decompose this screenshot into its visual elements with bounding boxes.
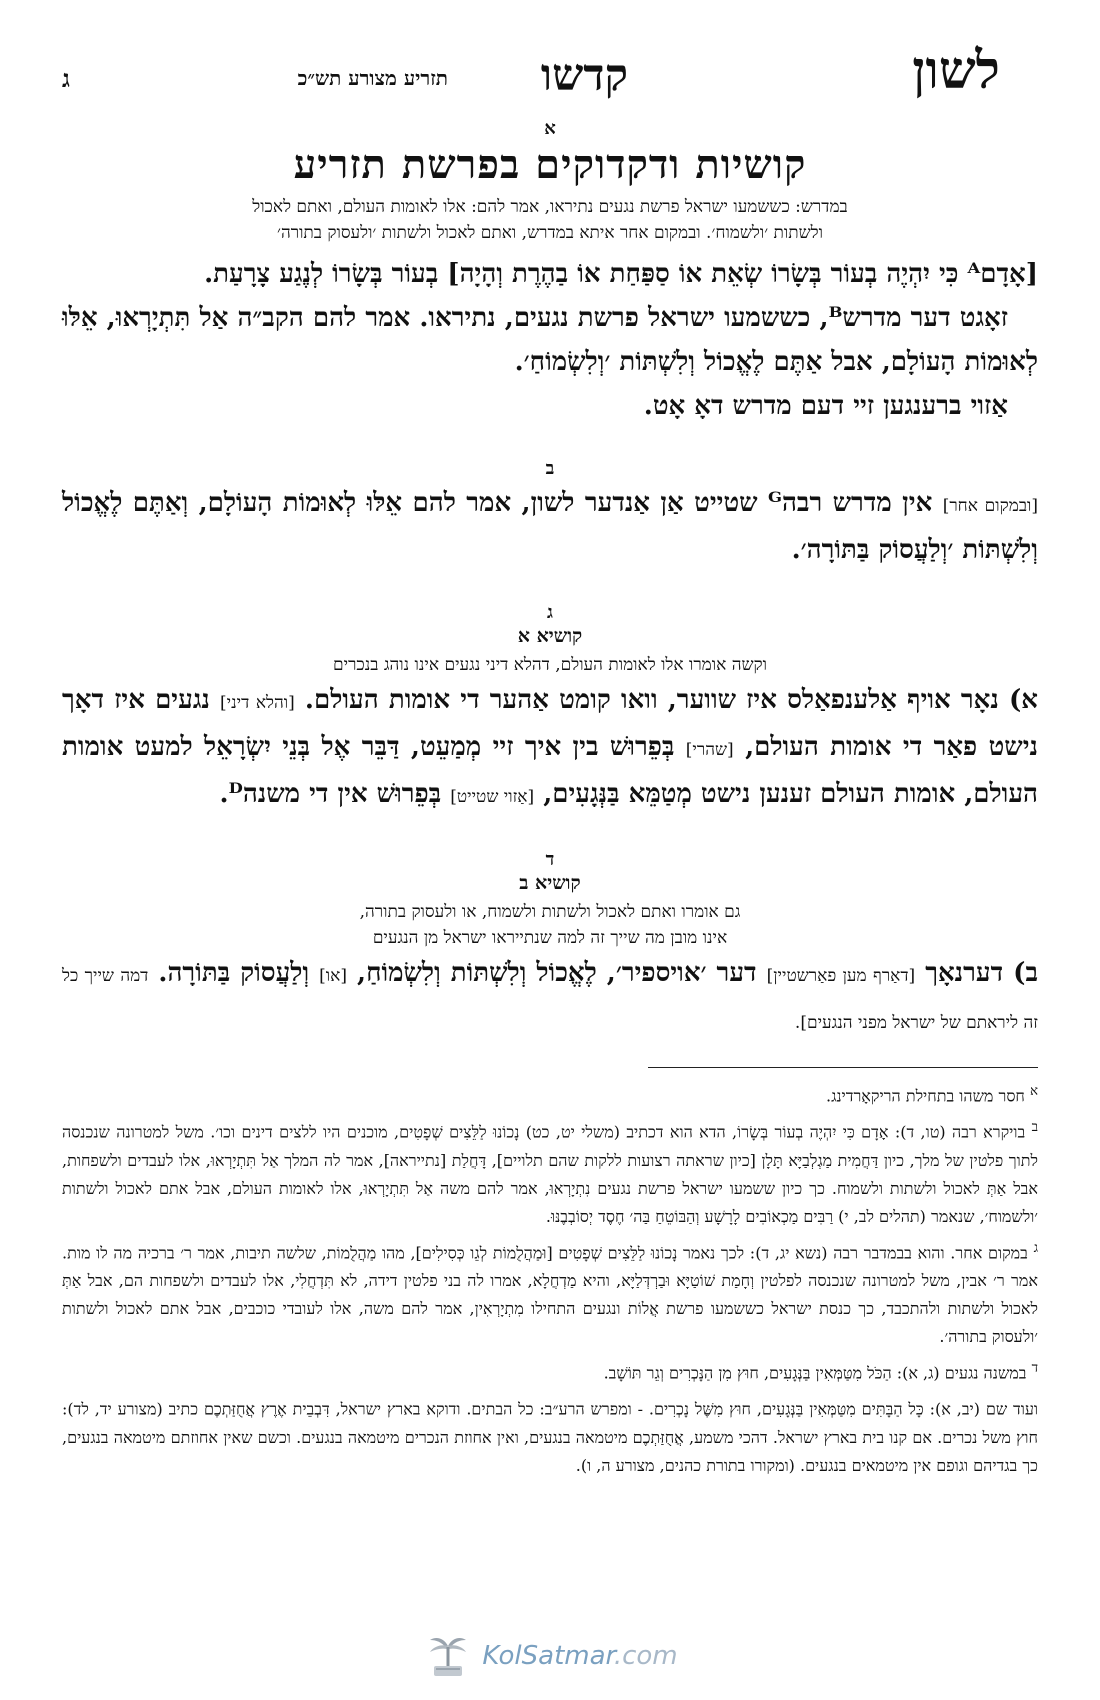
kushya-a-intro: וקשה אומרו אלו לאומות העולם, דהלא דיני נגעים אינו נוהג בנכרים — [333, 655, 767, 675]
kushya-b-intro-2: אינו מובן מה שייך זה למה שנתייראו ישראל מן הנגעים — [372, 928, 728, 948]
kushya-a-title: קושיא א — [517, 625, 583, 647]
kushya-b-tail: דמה שייך כל זה לירא‏תם של ישראל מפני הנגעים]. — [62, 966, 1038, 1033]
bracket-note: [דאַרף מען פאַרשטיין] — [766, 966, 916, 986]
footnote: $^ד$ במשנה נגעים (ג, א): הַכֹּל מִטַּמְּאִין בַּנְּגָעִים, חוּץ מִן הַנָּכְרִים וְגֵר תּוֹשָׁב. — [603, 1360, 1038, 1383]
footnote: $^א$ חסר משהו בתחילת הריקאָרדינג. — [825, 1084, 1038, 1106]
section-letter-d: ד — [545, 849, 555, 870]
intro-line-1: במדרש: כששמעו ישראל פרשת נגעים נתיראו, אמר להם: אלו לאומות העולם, ואתם לאכול — [252, 197, 848, 217]
kushya-a-paragraph — [62, 678, 1038, 819]
bracket-note: [אַזוי שטייט] — [450, 787, 535, 807]
footnote: $^ב$ בויקרא רבה (טו, ד): אָדָם כִּי יִהְיֶה בְעוֹר בְּשָׂרוֹ, הדא הוא דכתיב (משלי יט, כט) נָכוֹנוּ לַלֵּצִים שְׁפָטִים, מוכנים היו ללצים דינים וכו׳. משל למטרונה שנכנסה לתוך פלטין של מלך, כיון דַּחֲמִית מַגְלְבַיָּא תָּלָן [כיון שראתה רצועות ללקות שהם תלויים], דָּחֲלַת [נתייראה], אמר לה המלך אַל תִּתְיָרְאוּ, אלו לעבדים ולשפחות, אבל אַתְּ לאכול ולשתות ולשמוח. כך כיון ששמעו ישראל פרשת נגעים נִתְיָרְאוּ, אמר להם משה אַל תִּתְיָרְאוּ, אלו לאומות העולם, אבל אתם לאכול ולשתות ׳ולשמוח׳, שנאמר (תהלים לב, י) רַבִּים מַכְאוֹבִים לָרָשָׁע וְהַבּוֹטֵחַ בַּה׳ חֶסֶד יְסוֹבְבֶנּוּ. — [62, 1120, 1038, 1226]
footnotes — [62, 1078, 1038, 1480]
kushya-a-text-2: נגעים איז דאָך נישט פאַר די אומות העולם, — [62, 685, 1038, 762]
verse-paragraph: [אָדָםᴬ כִּי יִהְיֶה בְעוֹר בְּשָׂרוֹ שְׂאֵת אוֹ סַפַּחַת אוֹ בַהֶרֶת וְהָיָה] בְעוֹר בְּשָׂרוֹ לְנֶגַע צָרָעַת. — [204, 259, 1038, 289]
kushya-b-text-3: וְלַעֲסוֹק בַּתּוֹרָה. — [158, 958, 310, 988]
section-b-paragraph — [62, 481, 1038, 572]
midrash-paragraph: זאָגט דער מדרשᴮ, כששמעו ישראל פרשת נגעים, נתיראו. אמר להם הקב״ה אַל תִּתְיָרְאוּ, אֵלּוּ לְאוּמוֹת הָעוֹלָם, אבל אַתֶּם לֶאֱכוֹל וְלִשְׁתּוֹת ׳וְלִשְׂמוֹחַ׳. — [62, 303, 1038, 377]
header-parsha: תזריע מצורע תש״כ — [297, 66, 448, 90]
running-header — [62, 40, 1038, 112]
document-page — [62, 40, 1038, 1484]
page-number: ג — [62, 64, 70, 93]
intro-line-2: ולשתות ׳ולשמוח׳. ובמקום אחר איתא במדרש, ואתם לאכול ולשתות ׳ולעסוק בתורה׳ — [277, 223, 823, 243]
page-title: קושיות ודקדוקים בפרשת תזריע — [293, 141, 807, 188]
bracket-note: [שהרי] — [685, 740, 734, 760]
kushya-a-text-1: א) נאָר אויף אַלענפאַלס איז שווער, וואו קומט אַהער די אומות העולם. — [304, 685, 1038, 715]
midrash-paragraph-2: אַזוי ברענגען זיי דעם מדרש דאָ אָט. — [643, 391, 1008, 421]
footnote: ועוד שם (יב, א): כָּל הַבָּתִּים מִטַּמְּאִין בַּנְּגָעִים, חוּץ מִשֶּׁל נָכְרִים. - ומפרש הרע״ב: כל הבתים. ודוקא בארץ ישראל, דִּבְבֵית אֶרֶץ אֲחֻזַּתְכֶם כתיב (מצורע יד, לד): חוץ משל נכרים. אם קנו בית בארץ ישראל. דהכי משמע, אֲחֻזַּתְכֶם מיטמאה בנגעים, ואין אחוזת הנכרים מיטמאה בנגעים. וכשם שאין אחוזתם מיטמאה בנגעים, כך בגדיהם וגופם אין מיטמאים בנגעים. (ומקורו בתורת כהנים, מצורע ה, ו). — [62, 1399, 1038, 1475]
kushya-b-text-2: דער ׳אויספיר׳, לֶאֱכוֹל וְלִשְׁתּוֹת וְלִשְׂמוֹחַ, — [357, 958, 757, 988]
footnote-divider — [648, 1067, 1038, 1068]
kushya-a-text-3: בְּפֵרוּשׁ בין איך זיי מְמַעֵט, דַּבֵּר אֶל בְּנֵי יִשְׂרָאֵל למעט אומות העולם, אומות העולם זענען נישט מְטַמֵּא בַּנְּגָעִים, — [62, 732, 1038, 809]
section-letter-c: ג — [547, 602, 553, 623]
section-letter-b: ב — [545, 458, 555, 479]
kushya-b-intro-1: גם אומרו ואתם לאכול ולשתות ולשמוח, או ולעסוק בתורה, — [359, 902, 741, 922]
header-middle-title: קדשו — [540, 50, 628, 101]
bracket-note: [או] — [319, 966, 347, 986]
section-b-text: אין מדרש רבהᴳ שטייט אַן אַנדער לשון, אמר להם אֵלּוּ לְאוּמוֹת הָעוֹלָם, וְאַתֶּם לֶאֱכוֹל וְלִשְׁתּוֹת ׳וְלַעֲסוֹק בַּתּוֹרָה׳. — [62, 488, 1038, 565]
bracket-note: [והלא דיני] — [220, 693, 295, 713]
watermark — [0, 1632, 1100, 1684]
kushya-b-title: קושיא ב — [519, 872, 581, 894]
section-letter-a: א — [544, 118, 556, 139]
header-right-title: לשון — [912, 40, 1000, 101]
kushya-b-text-1: ב) דערנאָך — [925, 958, 1038, 988]
kushya-b-paragraph — [62, 951, 1038, 1045]
kushya-a-text-4: בְּפֵרוּשׁ אין די משנהᴰ. — [219, 779, 442, 809]
watermark-text: KolSatmar.com — [482, 1641, 678, 1671]
palm-tree-logo-icon — [422, 1632, 474, 1680]
footnote: $^ג$ במקום אחר. והוא בבמדבר רבה (נשא יג, ד): לכך נאמר נָכוֹנוּ לַלֵּצִים שְׁפָטִים [וּמַהֲלֻמוֹת לְגֵו כְּסִילִים], מהו מַהֲלֻמוֹת, שלשה תיבות, אמר ר׳ ברכיה מה לו מות. אמר ר׳ אבין, משל למטרונה שנכנסה לפלטין וְחָמַת שׁוֹטַיָּא וּבַרְדְּלַיָּא, והיא מַדְחֲלָא, אמרו לה בני פלטין דידה, לא תִּדְחֲלִי, אלו לעבדים ולשפחות הם, אבל אַתְּ לאכול ולשתות ולהתכבד, כך כנסת ישראל כששמעו פרשת אֲלוֹת ונגעים התחילו מִתְיָרְאִין, אמר להם משה, אלו לעובדי כוכבים, אבל אתם לאכול ולשתות ׳ולעסוק בתורה׳. — [62, 1240, 1038, 1346]
bracket-note: [ובמקום אחר] — [942, 496, 1038, 516]
